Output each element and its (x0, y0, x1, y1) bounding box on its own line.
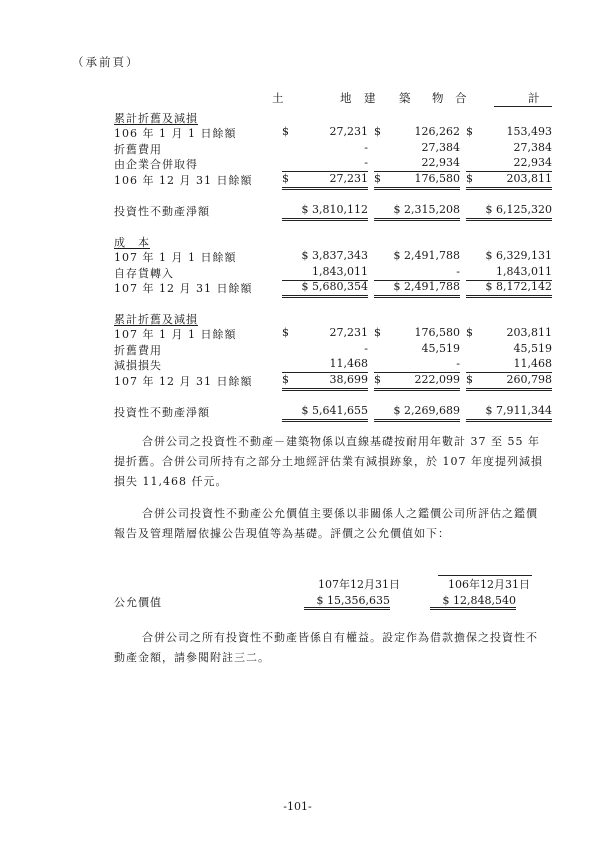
table-row (0, 388, 595, 403)
table-row (0, 125, 595, 140)
cell-value: 176,580 (414, 171, 460, 185)
cell-value: $ 2,315,208 (393, 202, 460, 216)
cell-value: 22,934 (513, 156, 552, 170)
table-cell (374, 342, 460, 357)
note-paragraph-collateral: 合併公司之所有投資性不動產皆係自有權益。設定作為借款擔保之投資性不動產金額，請參閱附註三二。 (114, 631, 538, 664)
currency-symbol: $ (466, 171, 473, 185)
page-number: -101- (283, 800, 312, 813)
table-cell (466, 342, 552, 357)
table-cell (282, 404, 368, 422)
header-land-2: 地 (340, 91, 352, 105)
cell-value: 203,811 (506, 171, 552, 185)
table-row (0, 404, 595, 419)
table-row (0, 265, 595, 280)
cell-value: - (456, 357, 460, 371)
fv-header-rule (438, 575, 532, 576)
row-label: 累計折舊及減損 (114, 112, 198, 125)
continued-note: （承前頁） (72, 55, 140, 69)
row-label: 投資性不動產淨額 (114, 204, 210, 218)
cell-value: - (456, 264, 460, 278)
cell-value: 27,384 (513, 140, 552, 154)
currency-symbol: $ (282, 326, 289, 340)
cell-value: $ 5,641,655 (301, 403, 368, 417)
table-row (0, 218, 595, 233)
table-row (0, 373, 595, 388)
cell-value: 260,798 (506, 372, 552, 386)
row-label: 107 年 12 月 31 日餘額 (114, 374, 253, 388)
table-row (0, 172, 595, 187)
table-cell (466, 141, 552, 156)
cell-value: 22,934 (421, 156, 460, 170)
row-label: 累計折舊及減損 (114, 312, 198, 326)
currency-symbol: $ (466, 125, 473, 139)
note-paragraph-fair-value: 合併公司投資性不動產公允價值主要係以非關係人之鑑價公司所評估之鑑價報告及管理階層依據公告現值等為基礎。評價之公允價值如下： (114, 507, 538, 540)
table-cell (466, 265, 552, 281)
table-cell (374, 326, 460, 341)
table-row (0, 342, 595, 357)
table-row (0, 326, 595, 341)
row-label: 投資性不動產淨額 (114, 405, 210, 419)
row-label: 自存貨轉入 (114, 266, 174, 280)
table-cell (374, 249, 460, 264)
table-row (0, 357, 595, 372)
cell-value: 45,519 (513, 341, 552, 355)
currency-symbol: $ (282, 372, 289, 386)
header-land-1: 土 (272, 91, 284, 105)
fv-header-2017: 106年12月31日 (448, 578, 530, 591)
row-label: 106 年 1 月 1 日餘額 (114, 127, 237, 141)
row-label: 107 年 1 月 1 日餘額 (114, 328, 237, 342)
cell-value: $ 2,269,689 (393, 403, 460, 417)
row-label: 折舊費用 (114, 142, 162, 156)
cell-value: 1,843,011 (496, 264, 552, 278)
cell-value: 203,811 (506, 326, 552, 340)
header-bldg-2: 築 (399, 91, 411, 105)
table-cell (374, 156, 460, 172)
currency-symbol: $ (466, 326, 473, 340)
header-rule (494, 106, 552, 107)
cell-value: 38,699 (329, 372, 368, 386)
cell-value: 1,843,011 (312, 264, 368, 278)
table-row (0, 295, 595, 310)
cell-value: 176,580 (414, 326, 460, 340)
table-cell (282, 342, 368, 357)
row-label: 由企業合併取得 (114, 158, 198, 172)
cell-value: - (364, 140, 368, 154)
cell-value: 45,519 (421, 341, 460, 355)
table-row (0, 280, 595, 295)
table-cell (374, 141, 460, 156)
cell-value: - (364, 341, 368, 355)
table-row (0, 203, 595, 218)
table-cell (282, 265, 368, 281)
row-label: 107 年 12 月 31 日餘額 (114, 281, 253, 295)
cell-value: 126,262 (414, 125, 460, 139)
row-label: 折舊費用 (114, 343, 162, 357)
row-label: 減損損失 (114, 359, 162, 373)
table-cell (466, 249, 552, 264)
fv-value-2017: $ 12,848,540 (430, 594, 516, 610)
cell-value: 11,468 (513, 357, 552, 371)
table-cell (282, 326, 368, 341)
cell-value: $ 2,491,788 (393, 279, 460, 293)
fv-label: 公允價值 (114, 596, 162, 609)
table-row (0, 110, 595, 125)
currency-symbol: $ (282, 171, 289, 185)
table-cell (282, 156, 368, 172)
currency-symbol: $ (374, 171, 381, 185)
table-cell (282, 125, 368, 140)
cell-value: - (364, 156, 368, 170)
cell-value: 11,468 (329, 357, 368, 371)
cell-value: 27,231 (329, 326, 368, 340)
fv-value-2018: $ 15,356,635 (304, 594, 390, 610)
table-row (0, 187, 595, 202)
currency-symbol: $ (374, 125, 381, 139)
currency-symbol: $ (374, 326, 381, 340)
table-cell (374, 404, 460, 422)
table-row (0, 249, 595, 264)
table-cell (466, 357, 552, 373)
row-label: 107 年 1 月 1 日餘額 (114, 251, 237, 265)
table-cell (466, 326, 552, 341)
cell-value: 222,099 (414, 372, 460, 386)
cell-value: $ 3,837,343 (301, 249, 368, 263)
table-row (0, 141, 595, 156)
cell-value: $ 5,680,354 (301, 279, 368, 293)
fv-header-2018: 107年12月31日 (318, 578, 400, 591)
table-row (0, 156, 595, 171)
header-bldg-1: 建 (364, 91, 376, 105)
cell-value: $ 6,329,131 (485, 249, 552, 263)
cell-value: $ 2,491,788 (393, 249, 460, 263)
currency-symbol: $ (374, 372, 381, 386)
table-cell (374, 125, 460, 140)
cell-value: 27,384 (421, 140, 460, 154)
header-total-2: 計 (528, 91, 540, 105)
table-cell (374, 357, 460, 373)
note-paragraph-depreciation: 合併公司之投資性不動產－建築物係以直線基礎按耐用年數計 37 至 55 年提折舊。合併公司所持有之部分土地經評估業有減損跡象，於 107 年度提列減損損失 11,468 仟元。 (114, 435, 543, 488)
row-label: 106 年 12 月 31 日餘額 (114, 173, 253, 187)
row-label: 成 本 (114, 235, 150, 249)
table-cell (374, 265, 460, 281)
cell-value: $ 7,911,344 (485, 403, 552, 417)
table-cell (282, 357, 368, 373)
cell-value: $ 3,810,112 (301, 202, 368, 216)
table-cell (282, 249, 368, 264)
table-cell (466, 404, 552, 422)
cell-value: $ 8,172,142 (485, 279, 552, 293)
table-cell (282, 141, 368, 156)
table-cell (466, 156, 552, 172)
cell-value: 153,493 (506, 125, 552, 139)
table-row (0, 311, 595, 326)
cell-value: 27,231 (329, 171, 368, 185)
currency-symbol: $ (466, 372, 473, 386)
header-total-1: 合 (455, 91, 467, 105)
table-row (0, 234, 595, 249)
cell-value: $ 6,125,320 (485, 202, 552, 216)
table-cell (466, 125, 552, 140)
cell-value: 27,231 (329, 125, 368, 139)
currency-symbol: $ (282, 125, 289, 139)
header-bldg-3: 物 (432, 91, 444, 105)
